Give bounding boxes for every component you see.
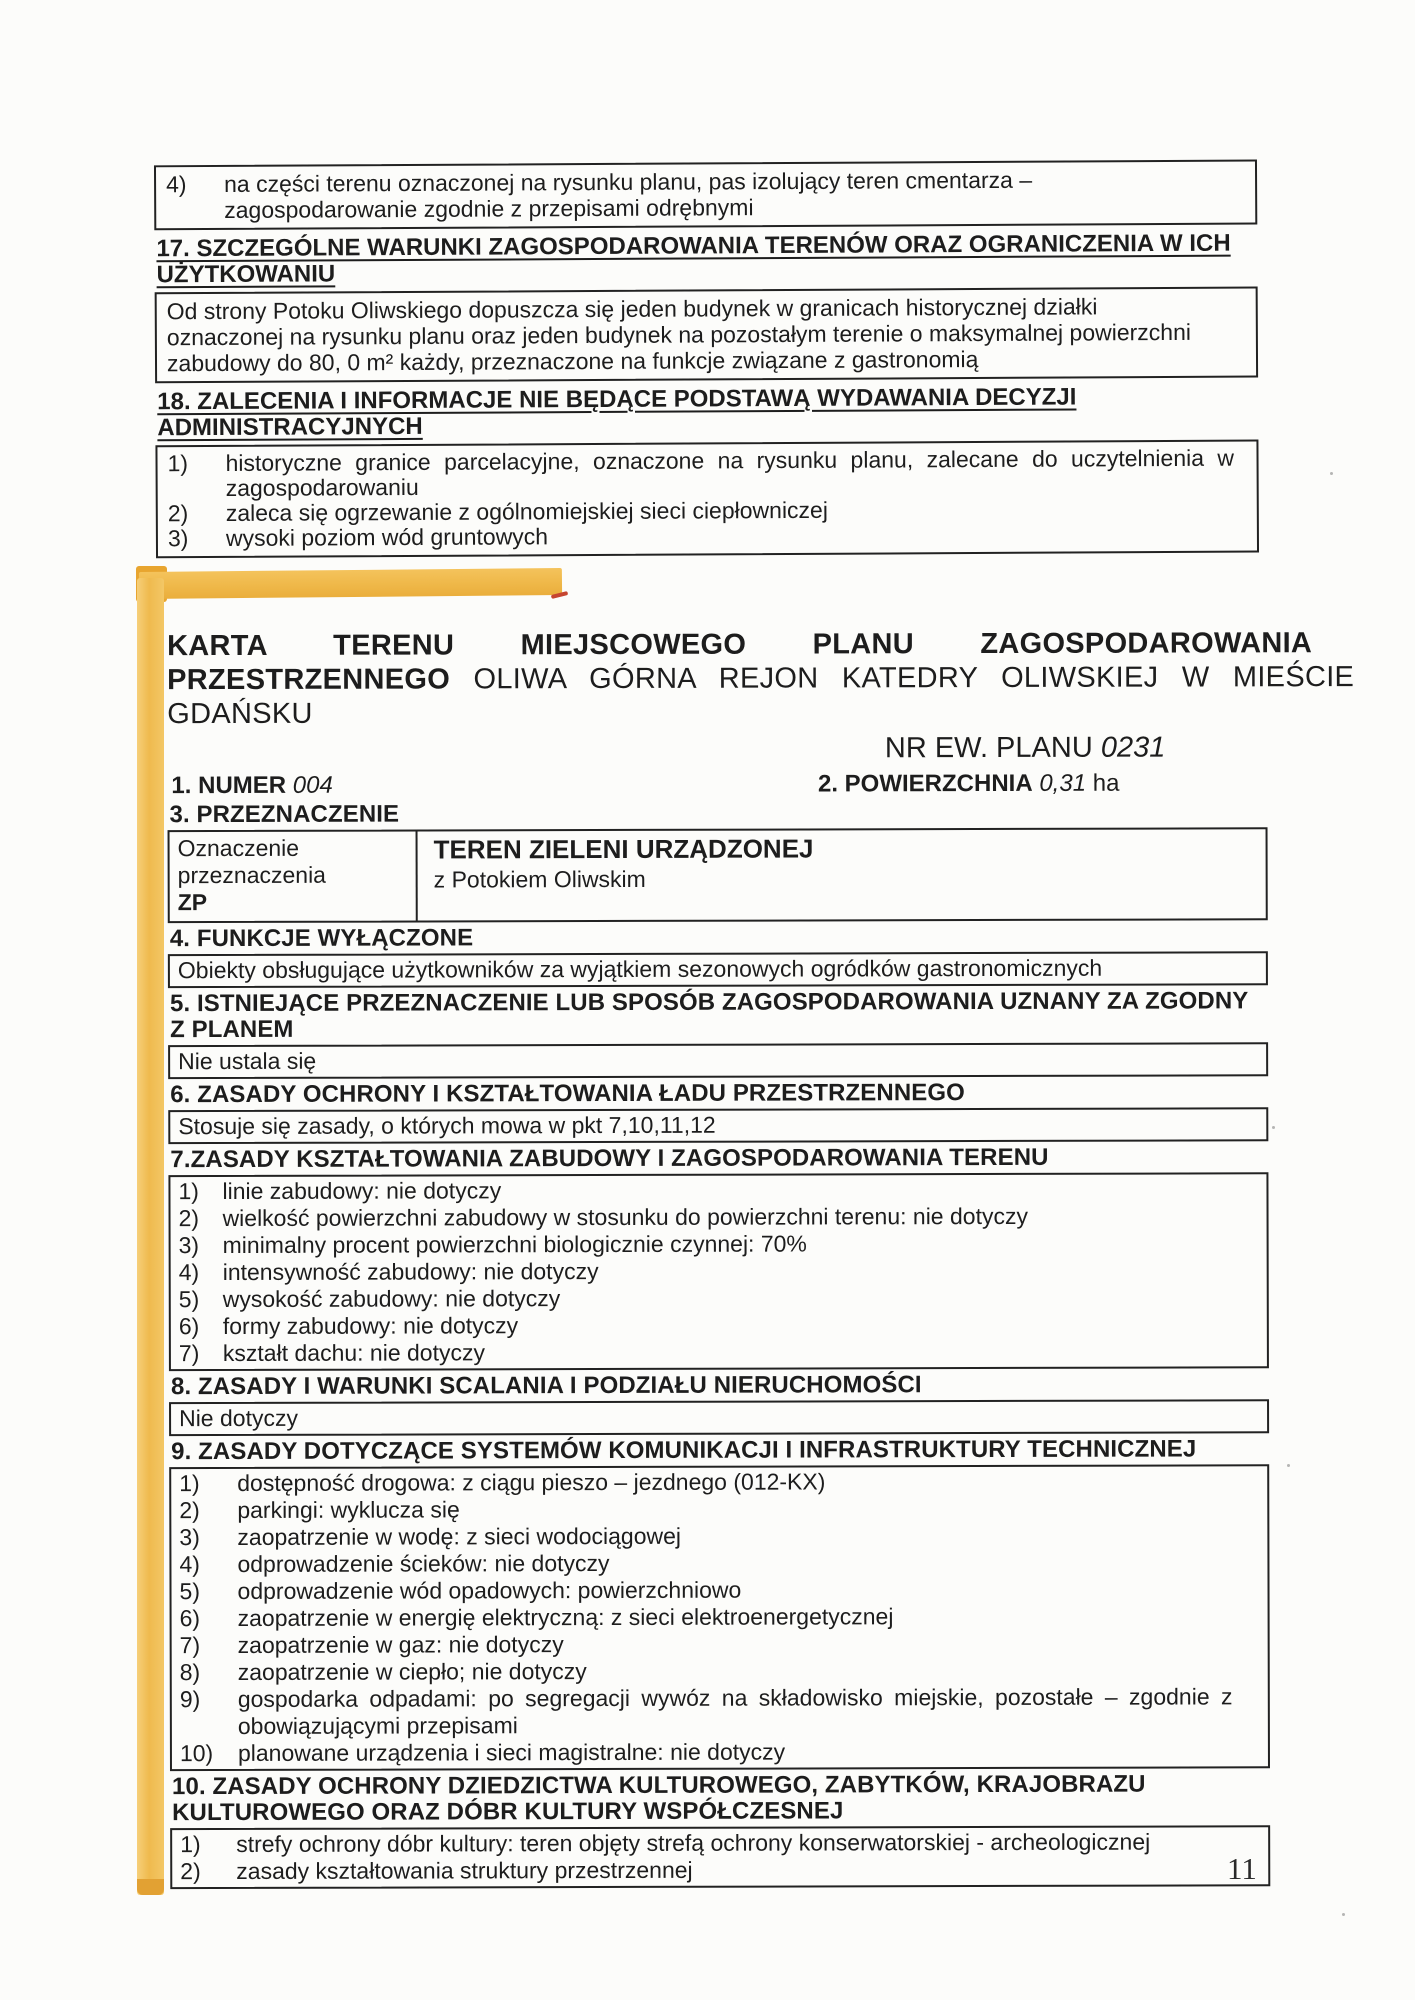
section-18-header-line1: 18. ZALECENIA I INFORMACJE NIE BĘDĄCE PODSTAWĄ WYDAWANIA DECYZJI [157,383,1077,416]
item-number: 2) [179,1497,200,1524]
item-text: zaopatrzenie w energię elektryczną: z sieci elektroenergetycznej [237,1603,894,1631]
item-text: linie zabudowy: nie dotyczy [222,1177,502,1205]
list-item [180,1737,1260,1767]
item-text: wielkość powierzchni zabudowy w stosunku do powierzchni terenu: nie dotyczy [222,1202,1028,1232]
section-7-box [168,1172,1269,1371]
section-18-header-line2: ADMINISTRACYJNYCH [157,412,423,442]
designation-label-line1: Oznaczenie [177,834,300,862]
section-7-header: 7.ZASADY KSZTAŁTOWANIA ZABUDOWY I ZAGOSPODAROWANIA TERENU [170,1143,1049,1174]
section-9-header: 9. ZASADY DOTYCZĄCE SYSTEMÓW KOMUNIKACJI I INFRASTRUKTURY TECHNICZNEJ [171,1435,1197,1466]
list-item [179,1337,1259,1367]
section-5-box: Nie ustala się [168,1042,1268,1079]
section-17-line2: oznaczonej na rysunku planu oraz jeden budynek na pozostałym terenie o maksymalnej powierzchni [166,318,1192,351]
item-number: 4) [179,1551,200,1578]
plan-number-label: NR EW. PLANU [884,731,1093,765]
item-text: minimalny procent powierzchni biologicznie czynnej: 70% [222,1230,807,1259]
plan-number-value: 0231 [1100,731,1166,764]
section-10-header-line1: 10. ZASADY OCHRONY DZIEDZICTWA KULTUROWEGO, ZABYTKÓW, KRAJOBRAZU [171,1770,1146,1801]
list-item [179,1494,1259,1524]
list-item [179,1229,1259,1259]
designation-label-cell [170,831,418,921]
section-10-header [172,1771,1268,1826]
item-number: 8) [179,1659,201,1686]
list-item [180,1683,1260,1740]
list-item [180,1656,1260,1686]
designation-value-cell [418,829,1266,920]
highlighter-horizontal-bar [139,568,562,599]
previous-card-continuation [154,160,1259,559]
section-4-box: Obiekty obsługujące użytkowników za wyjątkiem sezonowych ogródków gastronomicznych [168,951,1268,988]
card-number-field [167,772,332,799]
item-text: zasady kształtowania struktury przestrzennej [236,1856,693,1884]
section-3-table [168,827,1268,923]
item-number: 3) [167,525,189,552]
list-item [180,1629,1260,1659]
highlighter-vertical-bar [137,578,164,1895]
scan-speck [1287,1464,1290,1467]
karta-terenu-card [167,626,1355,1889]
designation-title: TEREN ZIELENI URZĄDZONEJ [433,833,814,865]
list-item [179,1202,1259,1232]
section-17-header-line1: 17. SZCZEGÓLNE WARUNKI ZAGOSPODAROWANIA TERENÓW ORAZ OGRANICZENIA W ICH [156,229,1231,263]
item-text: zaleca się ogrzewanie z ogólnomiejskiej sieci ciepłowniczej [225,496,828,526]
clause-4-box [154,160,1257,231]
item-text-line2: zagospodarowaniu [225,473,419,501]
section-8-header: 8. ZASADY I WARUNKI SCALANIA I PODZIAŁU NIERUCHOMOŚCI [170,1371,922,1401]
item-text: odprowadzenie wód opadowych: powierzchniowo [237,1576,742,1604]
item-number: 2) [167,500,189,527]
item-text-line1: historyczne granice parcelacyjne, oznaczone na rysunku planu, zalecane do uczytelnienia w [225,444,1235,476]
list-item [179,1575,1259,1605]
section-9-box [169,1464,1270,1771]
list-item [178,1175,1258,1205]
plan-number-line [167,731,1267,767]
item-number: 1) [167,450,189,477]
item-text: parkingi: wyklucza się [237,1496,460,1523]
section-5-header-line2: Z PLANEM [170,1015,294,1044]
section-17-header [156,231,1255,289]
card-meta-row [167,769,1267,799]
scan-speck [1330,472,1333,475]
list-item [179,1521,1259,1551]
item-number: 3) [179,1524,200,1551]
card-title-line3: GDAŃSKU [167,697,313,731]
card-title-line2-rest: OLIWA GÓRNA REJON KATEDRY OLIWSKIEJ W MIEŚCIE [473,661,1355,696]
list-item [180,1602,1260,1632]
list-item [168,521,1247,552]
section-4-header: 4. FUNKCJE WYŁĄCZONE [169,924,474,953]
card-title-line2 [167,660,1355,697]
item-text-line2: obowiązującymi przepisami [237,1712,518,1739]
card-title-line2-bold: PRZESTRZENNEGO [167,663,451,697]
section-18-box [155,440,1259,559]
item-number: 6) [179,1605,201,1632]
item-number: 7) [179,1632,201,1659]
item-number: 6) [178,1313,200,1340]
item-text: wysokość zabudowy: nie dotyczy [222,1285,561,1313]
section-18-header [157,384,1256,442]
list-item [167,446,1246,502]
section-3-header: 3. PRZEZNACZENIE [169,800,400,829]
section-5-header-line1: 5. ISTNIEJĄCE PRZEZNACZENIE LUB SPOSÓB ZAGOSPODAROWANIA UZNANY ZA ZGODNY [169,987,1249,1018]
clause-4-line2: zagospodarowanie zgodnie z przepisami odrębnymi [224,194,754,223]
item-text: kształt dachu: nie dotyczy [222,1339,486,1367]
section-6-header: 6. ZASADY OCHRONY I KSZTAŁTOWANIA ŁADU PRZESTRZENNEGO [170,1079,965,1109]
card-area-label: 2. POWIERZCHNIA [817,769,1033,798]
section-17-header-line2: UŻYTKOWANIU [156,260,336,289]
item-number: 9) [179,1686,201,1713]
card-area-unit: ha [1092,769,1120,797]
list-item [179,1310,1259,1340]
list-item [179,1283,1259,1313]
section-10-box [170,1825,1270,1889]
list-item [180,1855,1260,1885]
item-number: 5) [179,1578,201,1605]
section-17-line1: Od strony Potoku Oliwskiego dopuszcza się jeden budynek w granicach historycznej działki [166,293,1098,325]
item-number: 7) [178,1340,200,1367]
clause-4-line1: na części terenu oznaczonej na rysunku planu, pas izolujący teren cmentarza – [224,166,1033,197]
designation-subtitle: z Potokiem Oliwskim [433,865,646,893]
list-item [179,1467,1259,1497]
section-17-box [155,287,1258,384]
card-title-line1: KARTA TERENU MIEJSCOWEGO PLANU ZAGOSPODAROWANIA [167,627,1313,663]
item-number: 1) [180,1831,201,1858]
list-item [179,1256,1259,1286]
item-text-line1: gospodarka odpadami: po segregacji wywóz na składowisko miejskie, pozostałe – zgodnie z [237,1683,1233,1712]
card-title [167,626,1355,731]
item-text: planowane urządzenia i sieci magistralne: nie dotyczy [237,1738,786,1766]
item-number: 1) [178,1178,199,1205]
item-text: dostępność drogowa: z ciągu pieszo – jezdnego (012-KX) [237,1468,826,1496]
item-text: odprowadzenie ścieków: nie dotyczy [237,1549,610,1577]
item-number: 5) [178,1286,200,1313]
list-item [179,1548,1259,1578]
card-number-value: 004 [292,771,333,799]
card-area-value: 0,31 [1039,769,1087,797]
item-text: zaopatrzenie w gaz: nie dotyczy [237,1631,564,1658]
list-item [180,1828,1260,1858]
item-number: 3) [178,1232,200,1259]
item-number: 10) [179,1740,214,1767]
section-17-line3: zabudowy do 80, 0 m² każdy, przeznaczone na funkcje związane z gastronomią [166,345,979,377]
section-5-header [170,988,1266,1043]
section-8-box: Nie dotyczy [169,1399,1269,1436]
item-text: formy zabudowy: nie dotyczy [222,1312,519,1340]
page-number: 11 [1227,1851,1257,1886]
card-area-field [818,769,1268,797]
scan-speck [1342,1913,1345,1916]
card-number-label: 1. NUMER [171,771,287,800]
designation-label-line2: przeznaczenia [177,861,326,889]
clause-number: 4) [166,171,187,198]
section-10-header-line2: KULTUROWEGO ORAZ DÓBR KULTURY WSPÓŁCZESNEJ [172,1797,844,1827]
item-number: 4) [178,1259,200,1286]
item-number: 1) [179,1470,200,1497]
item-text: wysoki poziom wód gruntowych [225,523,549,551]
section-6-box: Stosuje się zasady, o których mowa w pkt 7,10,11,12 [168,1107,1268,1144]
scan-speck [1272,1126,1275,1129]
item-text: intensywność zabudowy: nie dotyczy [222,1258,599,1286]
designation-code: ZP [177,889,208,916]
item-text: zaopatrzenie w wodę: z sieci wodociągowej [237,1522,682,1550]
item-number: 2) [180,1858,201,1885]
item-number: 2) [178,1205,200,1232]
item-text: zaopatrzenie w ciepło; nie dotyczy [237,1658,587,1685]
item-text: strefy ochrony dóbr kultury: teren objęty strefą ochrony konserwatorskiej - archeologicznej [236,1828,1151,1857]
